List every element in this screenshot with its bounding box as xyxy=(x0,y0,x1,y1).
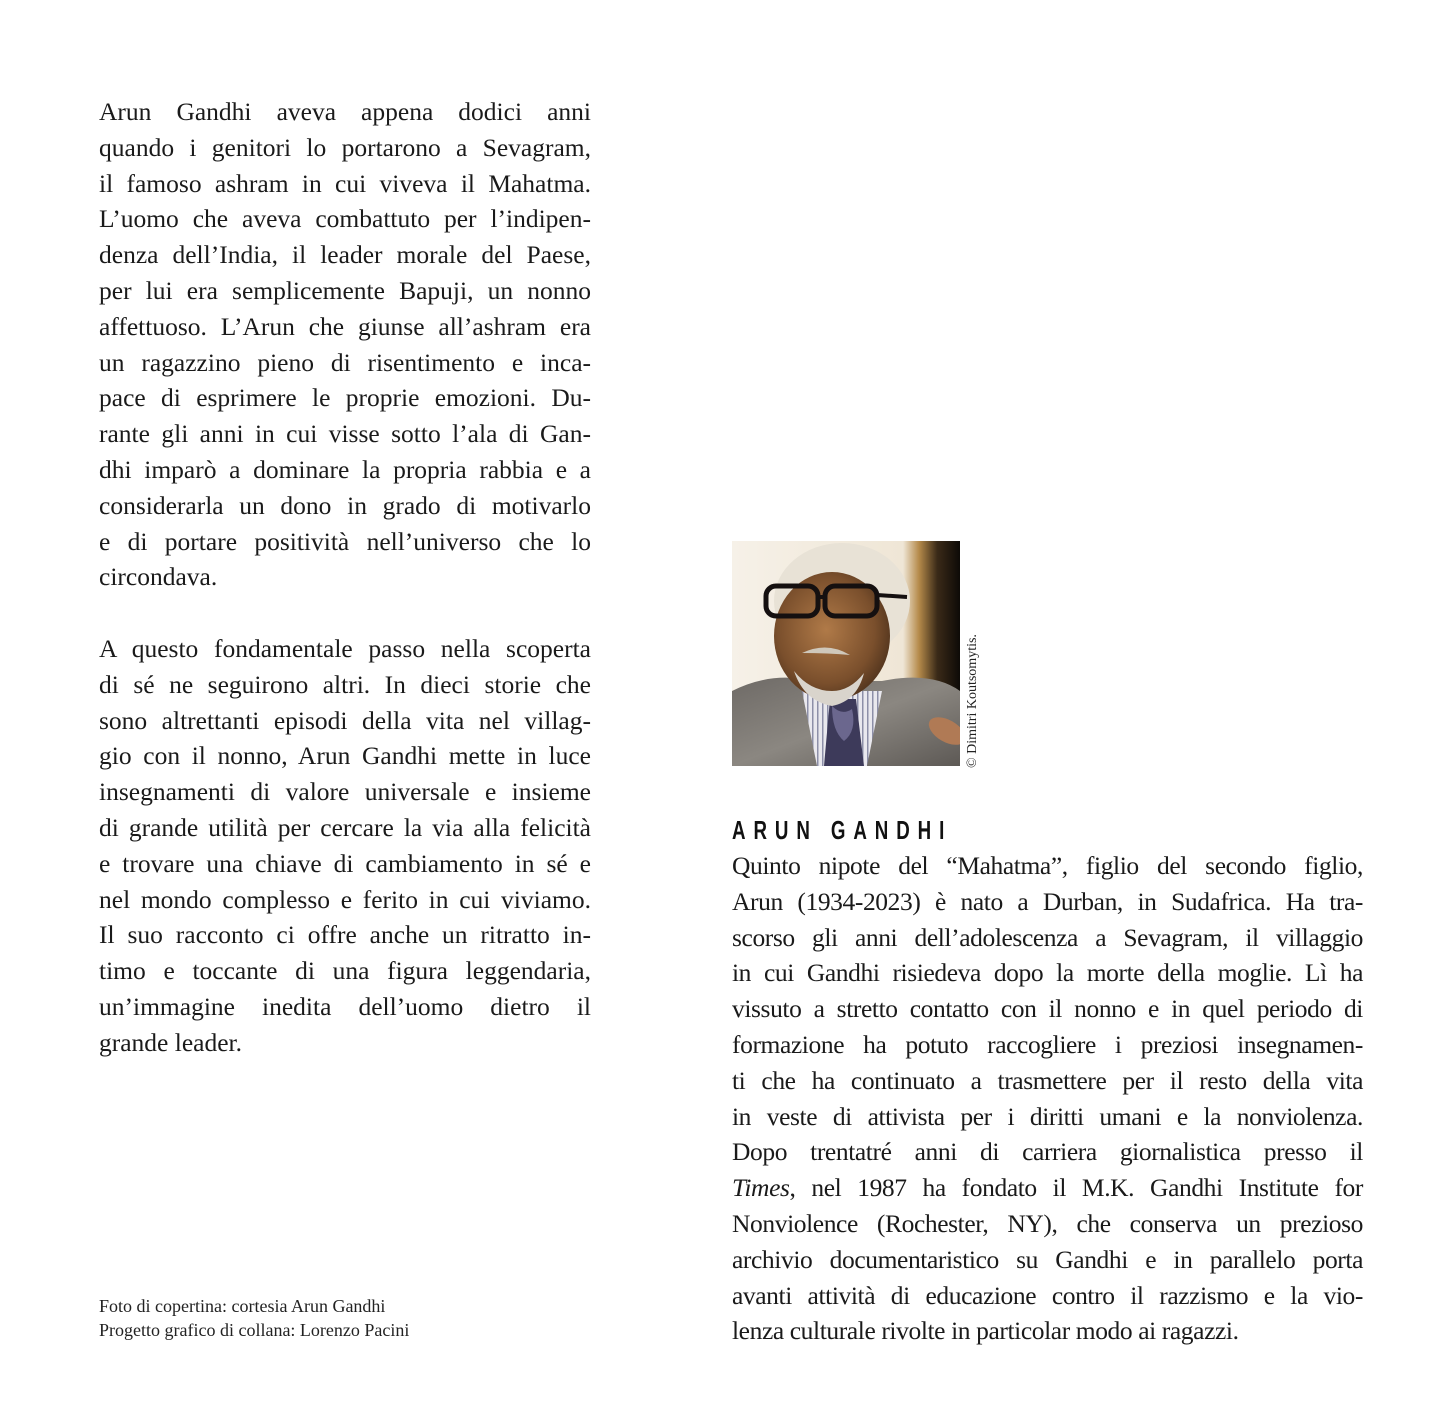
text-line: timo e toccante di una figura leggendaria, xyxy=(99,956,591,986)
newspaper-title: Times xyxy=(732,1173,790,1203)
text-line: archivio documentaristico su Gandhi e in parallelo porta xyxy=(732,1244,1363,1274)
text-line: affettuoso. L’Arun che giunse all’ashram era xyxy=(99,311,591,341)
text-line: il famoso ashram in cui viveva il Mahatma. xyxy=(99,168,591,198)
text-line: avanti attività di educazione contro il razzismo e la vio- xyxy=(732,1280,1363,1310)
text-line: un’immagine inedita dell’uomo dietro il xyxy=(99,991,591,1021)
text-line: vissuto a stretto contatto con il nonno e in quel periodo di xyxy=(732,994,1363,1024)
blurb-paragraph-2 xyxy=(99,631,591,1061)
text-line: in veste di attivista per i diritti umani e la nonviolenza. xyxy=(732,1101,1363,1131)
text-line: denza dell’India, il leader morale del Paese, xyxy=(99,240,591,270)
text-line: lenza culturale rivolte in particolar modo ai ragazzi. xyxy=(732,1316,1239,1346)
text-line: Quinto nipote del “Mahatma”, figlio del secondo figlio, xyxy=(732,851,1363,880)
text-line: e trovare una chiave di cambiamento in sé e xyxy=(99,848,591,878)
text-line: quando i genitori lo portarono a Sevagram, xyxy=(99,132,591,162)
text-line: ti che ha continuato a trasmettere per il resto della vita xyxy=(732,1065,1363,1095)
text-line: dhi imparò a dominare la propria rabbia e a xyxy=(99,454,591,484)
blurb-paragraph-1 xyxy=(99,94,591,595)
text-line: gio con il nonno, Arun Gandhi mette in luce xyxy=(99,741,591,771)
text-line: e di portare positività nell’universo che lo xyxy=(99,526,591,556)
back-cover-blurb xyxy=(99,94,591,1061)
text-line: pace di esprimere le proprie emozioni. Du- xyxy=(99,383,591,413)
text-line: insegnamenti di valore universale e insieme xyxy=(99,777,591,807)
text-line: un ragazzino pieno di risentimento e inca- xyxy=(99,347,591,377)
text-fragment: , nel 1987 ha fondato il M.K. Gandhi Institute for xyxy=(789,1173,1363,1203)
series-design-credit: Progetto grafico di collana: Lorenzo Pacini xyxy=(99,1320,410,1340)
colophon-credits xyxy=(99,1294,409,1342)
text-line: considerarla un dono in grado di motivarlo xyxy=(99,490,591,520)
text-line: di grande utilità per cercare la via alla felicità xyxy=(99,812,591,842)
text-line: Arun Gandhi aveva appena dodici anni xyxy=(99,97,591,126)
text-line: per lui era semplicemente Bapuji, un nonno xyxy=(99,275,591,305)
author-photo xyxy=(732,541,960,766)
text-line: grande leader. xyxy=(99,1027,243,1057)
text-line: Nonviolence (Rochester, NY), che conserva un prezioso xyxy=(732,1208,1363,1238)
text-line: nel mondo complesso e ferito in cui viviamo. xyxy=(99,884,591,914)
text-line: circondava. xyxy=(99,562,218,592)
text-line: Il suo racconto ci offre anche un ritratto in- xyxy=(99,920,591,950)
text-line: A questo fondamentale passo nella scoperta xyxy=(99,633,591,663)
text-line: sono altrettanti episodi della vita nel villag- xyxy=(99,705,591,735)
text-line: di sé ne seguirono altri. In dieci storie che xyxy=(99,669,591,699)
text-line: scorso gli anni dell’adolescenza a Sevagram, il villaggio xyxy=(732,922,1363,952)
text-line: L’uomo che aveva combattuto per l’indipen- xyxy=(99,204,591,234)
author-portrait-image xyxy=(732,541,960,766)
text-line: rante gli anni in cui visse sotto l’ala di Gan- xyxy=(99,419,591,449)
text-line: Dopo trentatré anni di carriera giornalistica presso il xyxy=(732,1137,1363,1167)
author-name-heading: ARUN GANDHI xyxy=(732,815,953,845)
author-bio-section xyxy=(732,812,1363,1349)
text-line: Arun (1934-2023) è nato a Durban, in Sudafrica. Ha tra- xyxy=(732,886,1363,916)
cover-photo-credit: Foto di copertina: cortesia Arun Gandhi xyxy=(99,1296,386,1316)
text-line xyxy=(732,1170,1363,1206)
text-line: in cui Gandhi risiedeva dopo la morte della moglie. Lì ha xyxy=(732,958,1363,988)
photo-credit: © Dimitri Koutsomytis. xyxy=(965,634,980,768)
text-line: formazione ha potuto raccogliere i preziosi insegnamen- xyxy=(732,1029,1363,1059)
author-bio xyxy=(732,848,1363,1349)
